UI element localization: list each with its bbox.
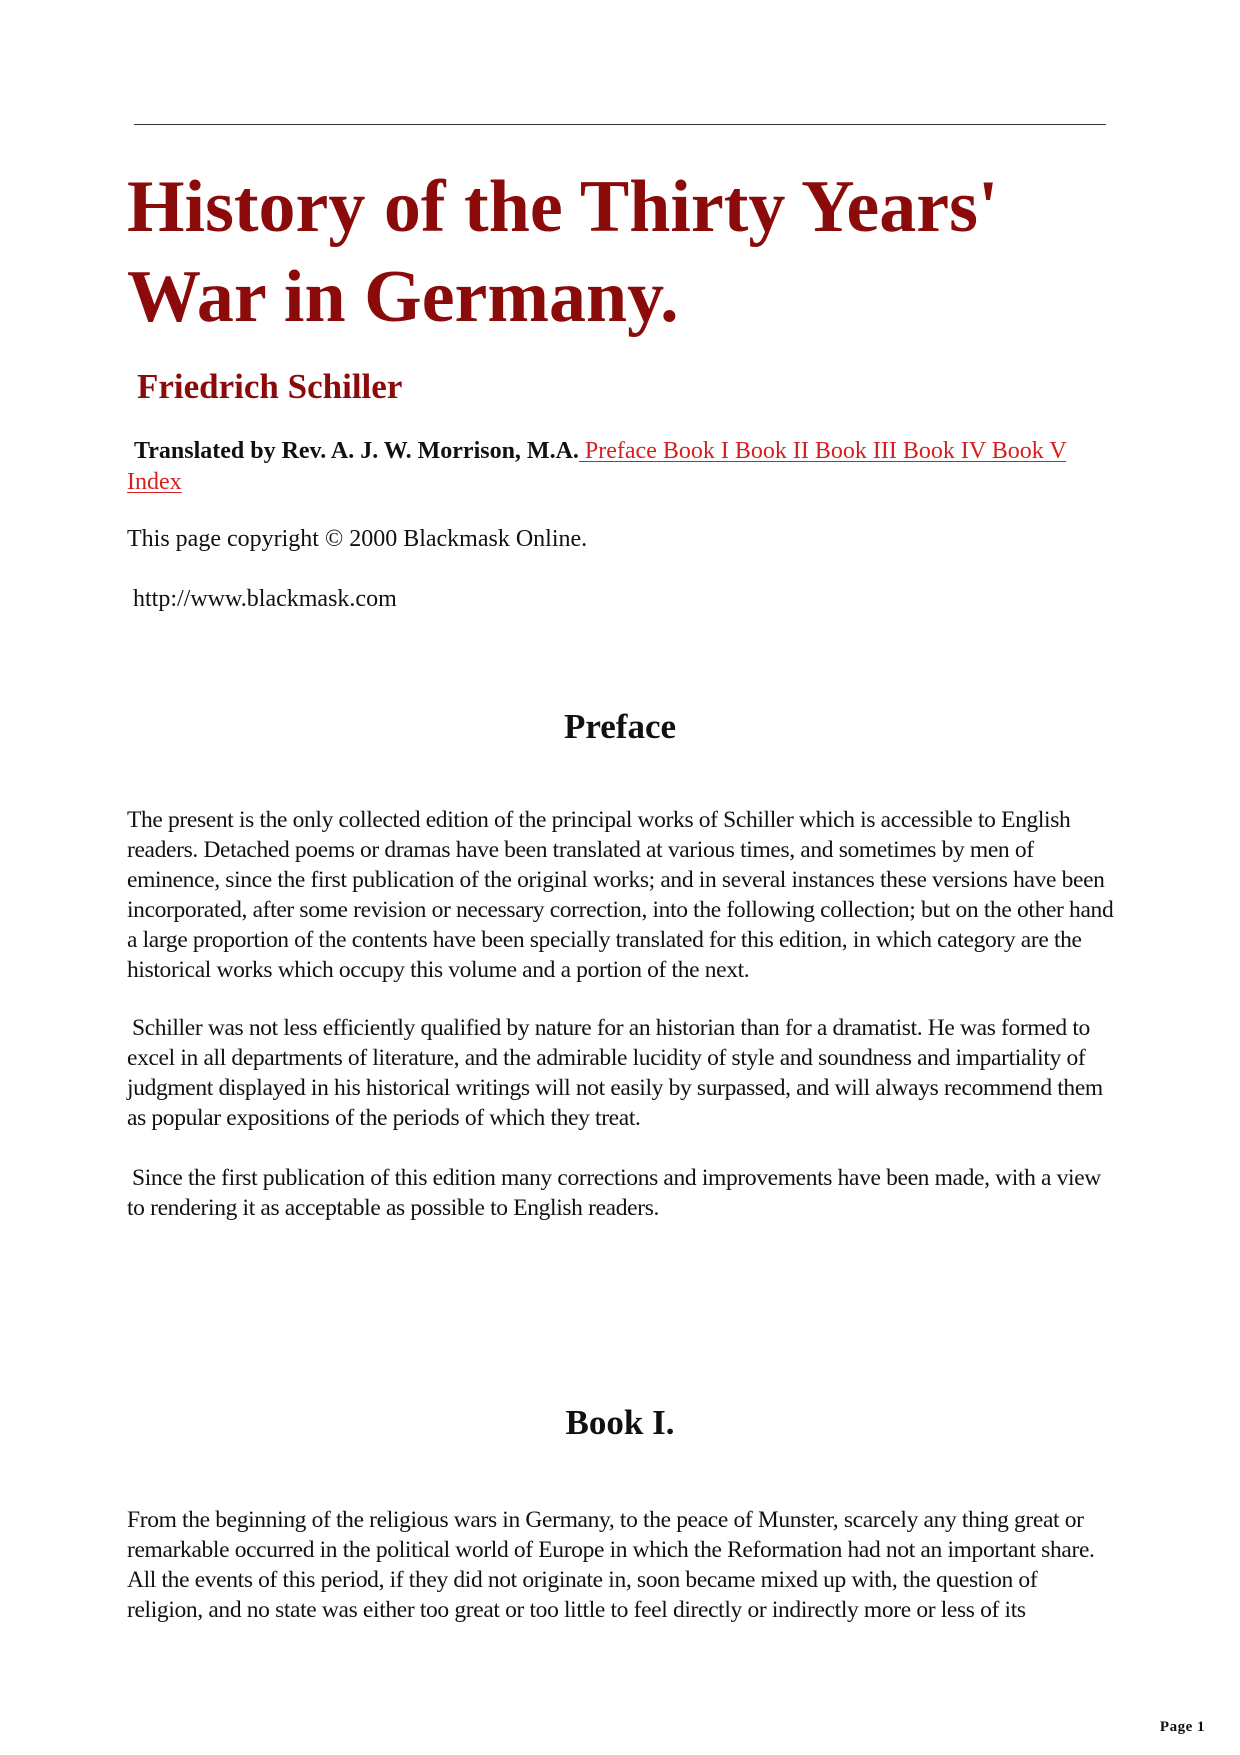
nav-link-book-5-label: Book V bbox=[991, 438, 1067, 464]
translator-and-navigation bbox=[127, 436, 1117, 498]
nav-link-book-3-label: Book III bbox=[814, 438, 897, 464]
preface-paragraph: The present is the only collected edition of the principal works of Schiller which is accessible to English readers. Detached poems or dramas have been translated at various times, and sometimes by men of eminence, since the first publication of the original works; and in several instances these versions have been incorporated, after some revision or necessary correction, into the following collection; but on the other hand a large proportion of the contents have been specially translated for this edition, in which category are the historical works which occupy this volume and a portion of the next. bbox=[127, 807, 1114, 983]
translator-credit: Translated by Rev. A. J. W. Morrison, M.A. bbox=[134, 438, 579, 464]
website-url: http://www.blackmask.com bbox=[133, 586, 397, 612]
nav-link-index-label: Index bbox=[127, 469, 182, 495]
author-name: Friedrich Schiller bbox=[137, 367, 403, 406]
nav-link-book-4-label: Book IV bbox=[902, 438, 986, 464]
book-1-heading: Book I. bbox=[565, 1403, 675, 1442]
preface-paragraph: Since the first publication of this edition many corrections and improvements have been made, with a view to rendering it as acceptable as possible to English readers. bbox=[127, 1165, 1101, 1221]
nav-link-preface-label: Preface bbox=[584, 438, 657, 464]
top-horizontal-rule bbox=[134, 124, 1106, 125]
preface-paragraph: Schiller was not less efficiently qualified by nature for an historian than for a dramatist. He was formed to excel in all departments of literature, and the admirable lucidity of style and soundness and impartiality of judgment displayed in his historical writings will not easily by surpassed, and will always recommend them as popular expositions of the periods of which they treat. bbox=[127, 1015, 1103, 1131]
book-1-paragraph: From the beginning of the religious wars in Germany, to the peace of Munster, scarcely any thing great or remarkable occurred in the political world of Europe in which the Reformation had not an important share. All the events of this period, if they did not originate in, soon became mixed up with, the question of religion, and no state was either too great or too little to feel directly or indirectly more or less of its bbox=[127, 1507, 1095, 1623]
preface-heading: Preface bbox=[563, 707, 677, 746]
document-title: History of the Thirty Years' War in Germany. bbox=[127, 166, 999, 338]
nav-link-book-2-label: Book II bbox=[734, 438, 809, 464]
page-number: Page 1 bbox=[1159, 1719, 1205, 1735]
nav-link-book-1-label: Book I bbox=[662, 438, 729, 464]
copyright-notice: This page copyright © 2000 Blackmask Online. bbox=[127, 526, 588, 552]
